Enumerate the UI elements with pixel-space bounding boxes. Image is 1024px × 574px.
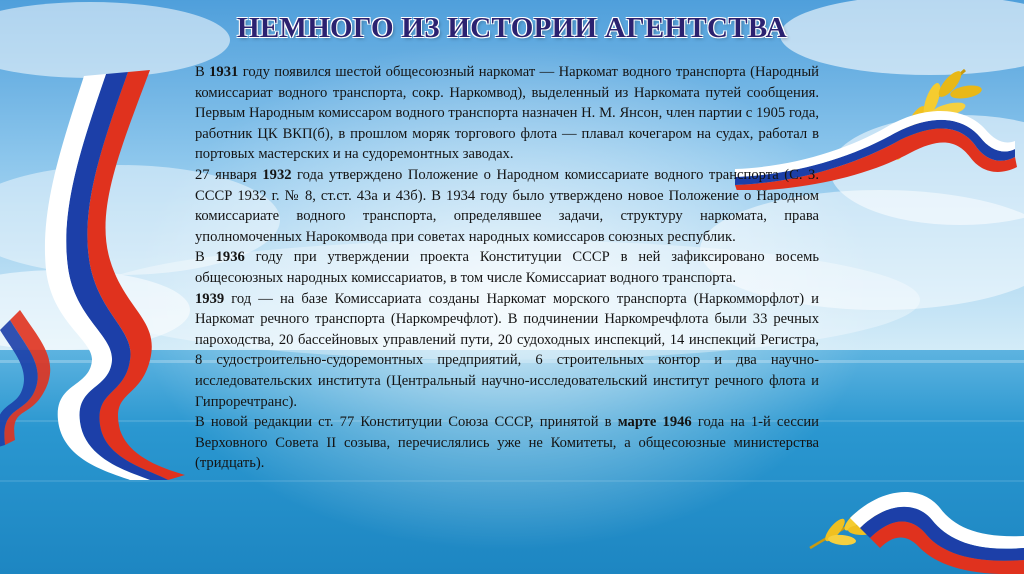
paragraph-1946: В новой редакции ст. 77 Конституции Союза СССР, принятой в марте 1946 года на 1-й сессии Верховного Совета II созыва, перечислялись уже не Комитеты, а общесоюзные министерства (тридцать). xyxy=(195,414,819,472)
russian-flag-ribbon-left xyxy=(0,60,200,480)
paragraph-1939: 1939 год — на базе Комиссариата созданы Наркомат морского транспорта (Наркомморфлот) и Наркомат речного транспорта (Наркомречфлот). В подчинении Наркомречфлота были 33 речных пароходства, 20 бассейновых управлений пути, 20 судоходных инспекций, 14 инспекций Регистра, 8 судостроительно-судоремонтных предприятий, 6 строительных контор и два научно-исследовательских института (Центральный научно-исследовательский институт речного флота и Гипроречтранс). xyxy=(195,290,819,410)
paragraph-1931: В 1931 году появился шестой общесоюзный наркомат — Наркомат водного транспорта (Народный комиссариат водного транспорта, сокр. Наркомвод), выделенный из Наркомата путей сообщения. Первым Народным комиссаром водного транспорта назначен Н. М. Янсон, член партии с 1905 года, работник ЦК ВКП(б), в прошлом моряк торгового флота — плавал кочегаром на судах, работал в портовых мастерских и на судоремонтных заводах. xyxy=(195,64,819,163)
paragraph-1936: В 1936 году при утверждении проекта Конституции СССР в ней зафиксировано восемь общесоюзных народных комиссариатов, в том числе Комиссариат водного транспорта. xyxy=(195,249,819,286)
paragraph-1932: 27 января 1932 года утверждено Положение о Народном комиссариате водного транспорта (С. З. СССР 1932 г. № 8, ст.ст. 43а и 43б). В 1934 году было утверждено новое Положение о Народном комиссариате водного транспорта, определявшее задачи, структуру наркомата, права уполномоченных Нарокомвода при советах народных комиссаров союзных республик. xyxy=(195,166,819,245)
slide-title: НЕМНОГО ИЗ ИСТОРИИ АГЕНТСТВА xyxy=(237,12,787,44)
russian-flag-ribbon-bottom-right xyxy=(840,478,1024,574)
history-text-block xyxy=(195,62,819,474)
